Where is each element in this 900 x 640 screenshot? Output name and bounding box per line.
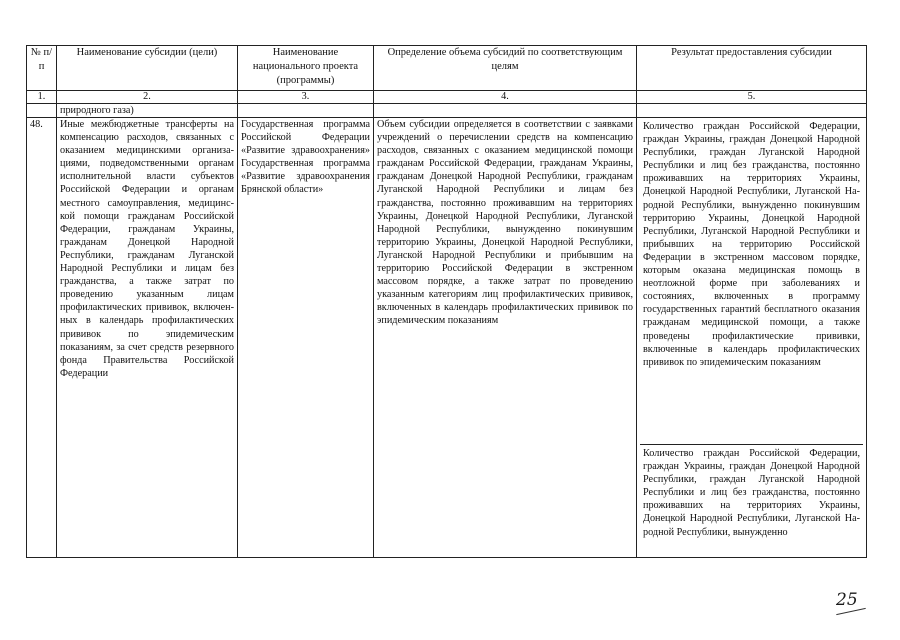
header-subsidy-name: Наименование субсидии (цели) xyxy=(57,46,238,91)
table-header-row xyxy=(27,46,867,91)
column-number: 1. xyxy=(27,91,57,104)
header-number: № п/п xyxy=(27,46,57,91)
continuation-empty-cell xyxy=(238,104,374,118)
column-number: 2. xyxy=(57,91,238,104)
result-cell xyxy=(637,118,867,558)
header-national-project: Наименование национального проекта (программы) xyxy=(238,46,374,91)
continuation-empty-cell xyxy=(27,104,57,118)
result-block-2: Количество граждан Российской Федерации, граждан Украины, граждан Донецкой Народной Республики, граждан Луганской Народной Республики и лиц без гражданства, постоянно проживавших на территориях Украины, Донецкой Народной Республики, Луганской На-родной Республики, вынужденно xyxy=(643,448,860,538)
subsidy-name-cell: Иные межбюджетные трансферты на компенсацию расходов, связанных с оказанием медицинскими организа-циями, подведомственными органам исполнительной власти субъектов Российской Федерации и органам местного самоуправления, медицинс-кой помощи гражданам Российской Федерации, гражданам Украины, гражданам Донецкой Народной Республики, гражданам Луганской Народной Республики и лицам без гражданства, а также затрат по проведению указанным лицам профилактических прививок, включен-ных в календарь профилактических прививок по эпидемическим показаниям, за счет средств резервного фонда Правительства Российской Федерации xyxy=(57,118,238,558)
table-row xyxy=(27,118,867,558)
column-number: 5. xyxy=(637,91,867,104)
continuation-empty-cell xyxy=(637,104,867,118)
row-number: 48. xyxy=(27,118,57,558)
column-number: 4. xyxy=(374,91,637,104)
continuation-row xyxy=(27,104,867,118)
column-number-row xyxy=(27,91,867,104)
column-number: 3. xyxy=(238,91,374,104)
volume-definition-cell: Объем субсидии определяется в соответствии с заявками учреждений о перечислении средств на компенсацию расходов, связанных с оказанием медицинской помощи гражданам Российской Федерации, гражданам Украины, гражданам Донецкой Народной Республики, гражданам Луганской Народной Республики и лицам без гражданства, постоянно проживавшим на территориях Украины, Донецкой Народной Республики, Луганской Народной Республики, вынужденно покинувшим территорию Украины, Донецкой Народной Республики, Луганской Народной Республики и прибывшим на территорию Российской Федерации в экстренном массовом порядке, а также затрат по проведению указанным категориям лиц профилактических прививок, включенных в календарь профилактических прививок по эпидемическим показаниям xyxy=(374,118,637,558)
subsidy-table xyxy=(26,45,867,558)
header-result: Результат предоставления субсидии xyxy=(637,46,867,91)
result-block-1: Количество граждан Российской Федерации, граждан Украины, граждан Донецкой Народной Республики, граждан Луганской Народной Республики и лиц без гражданства, постоянно проживавших на территориях Украины, Донецкой Народной Республики, Луганской На-родной Республики, вынужденно покинувшим территорию Украины, Донецкой Народной Республики, Луганской Народной Республики и прибывших на территорию Российской Федерации в экстренном массовом порядке, которым оказана медицинская помощь в неотложной форме при заболеваниях и состояниях, включенных в программу государственных гарантий бесплатного оказания гражданам медицинской помощи, а также проведены профилактические прививки, включенные в календарь профилактических прививок по эпидемическим показаниям xyxy=(640,118,863,445)
project-cell: Государственная программа Российской Федерации «Развитие здравоохранения» Государственная программа «Развитие здравоохранения Брянской области» xyxy=(238,118,374,558)
page-number: 25 xyxy=(836,590,858,610)
continuation-text: природного газа) xyxy=(57,104,238,118)
continuation-empty-cell xyxy=(374,104,637,118)
header-volume-definition: Определение объема субсидий по соответствующим целям xyxy=(374,46,637,91)
